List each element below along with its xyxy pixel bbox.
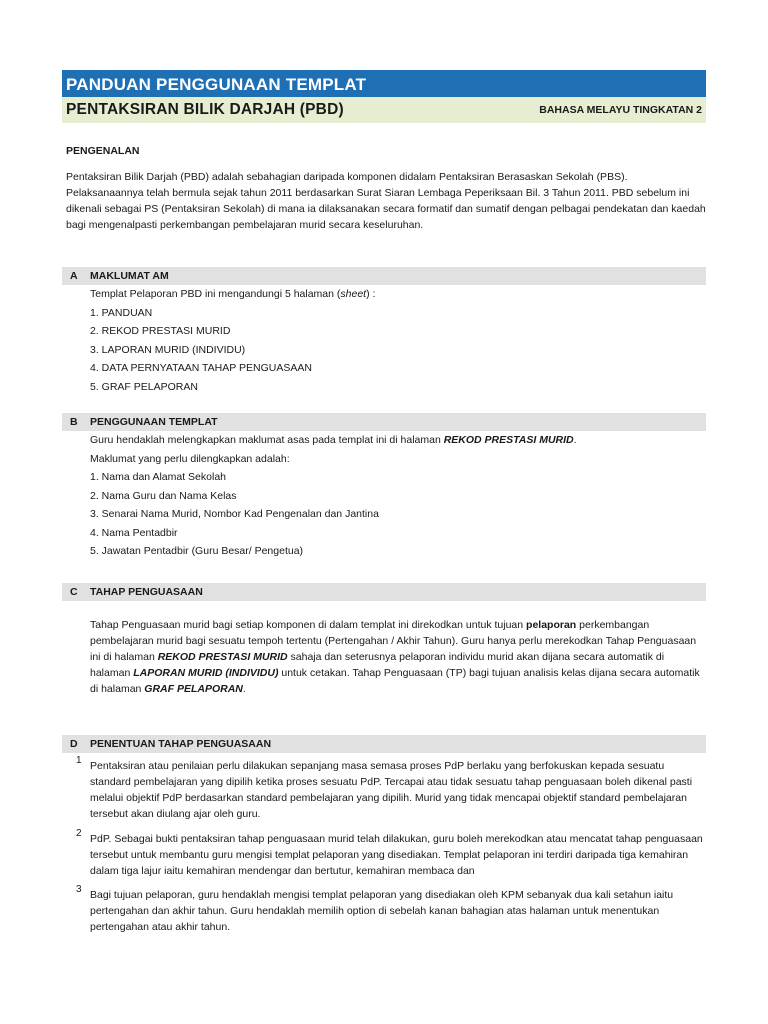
item-number: 1	[76, 755, 82, 766]
list-item: 2. REKOD PRESTASI MURID	[90, 325, 231, 337]
section-title: PENENTUAN TAHAP PENGUASAAN	[90, 738, 272, 750]
item-number: 3	[76, 884, 82, 895]
section-title: MAKLUMAT AM	[90, 270, 169, 282]
section-a-header	[62, 267, 706, 285]
section-title: TAHAP PENGUASAAN	[90, 586, 203, 598]
section-d-item	[76, 884, 706, 935]
page-title: PANDUAN PENGGUNAAN TEMPLAT	[62, 70, 706, 97]
section-d-item	[76, 828, 706, 879]
item-text: Bagi tujuan pelaporan, guru hendaklah mengisi templat pelaporan yang disediakan oleh KPM sebanyak dua kali setahun iaitu pertengahan dan akhir tahun. Guru hendaklah memilih option di sebelah kanan bahagian atas halaman untuk menentukan pertengahan atau akhir tahun.	[90, 889, 674, 933]
section-letter: A	[70, 270, 78, 282]
list-item: 4. DATA PERNYATAAN TAHAP PENGUASAAN	[90, 362, 312, 374]
pengenalan-heading: PENGENALAN	[66, 145, 140, 157]
subtitle-bar	[62, 97, 706, 123]
section-b-header	[62, 413, 706, 431]
list-item: 2. Nama Guru dan Nama Kelas	[90, 489, 237, 502]
section-b-list	[90, 431, 706, 561]
section-letter: B	[70, 416, 78, 428]
section-a-list	[90, 285, 706, 396]
section-d-header	[62, 735, 706, 753]
section-c-header	[62, 583, 706, 601]
list-item: 4. Nama Pentadbir	[90, 526, 178, 539]
section-title: PENGGUNAAN TEMPLAT	[90, 416, 218, 428]
section-letter: D	[70, 738, 78, 750]
item-text: Pentaksiran atau penilaian perlu dilakukan sepanjang masa semasa proses PdP berlaku yang berfokuskan kepada sesuatu standard pembelajaran yang dipilih ketika proses sesuatu PdP. Tercapai atau tidak sesuatu tahap penguasaan boleh dikenal pasti melalui objektif PdP berdasarkan standard pembelajaran yang dipilih. Murid yang tidak mencapai objektif standard pembelajaran tersebut akan diulang ajar oleh guru.	[90, 760, 693, 820]
list-item: 3. LAPORAN MURID (INDIVIDU)	[90, 343, 246, 356]
item-text: PdP. Sebagai bukti pentaksiran tahap penguasaan murid telah dilakukan, guru boleh merekodkan atau mencatat tahap penguasaan tersebut untuk membantu guru mengisi templat pelaporan yang disediakan. Templat pelaporan ini terdiri daripada tiga kemahiran dalam tiga lajur iaitu kemahiran mendengar dan bertutur, kemahiran membaca dan	[90, 833, 703, 877]
item-number: 2	[76, 828, 82, 839]
clipped-line	[90, 883, 690, 886]
list-item: 1. Nama dan Alamat Sekolah	[90, 471, 226, 483]
section-c-body: Tahap Penguasaan murid bagi setiap komponen di dalam templat ini direkodkan untuk tujuan pelaporan perkembangan pembelajaran murid bagi sesuatu tempoh tertentu (Pertengahan / Akhir Tahun). Guru hanya perlu merekodkan Tahap Penguasaan ini di halaman REKOD PRESTASI MURID sahaja dan seterusnya pelaporan individu murid akan dijana secara automatik di halaman LAPORAN MURID (INDIVIDU) untuk cetakan. Tahap Penguasaan (TP) bagi tujuan analisis kelas dijana secara automatik di halaman GRAF PELAPORAN.	[90, 619, 700, 695]
list-item: 3. Senarai Nama Murid, Nombor Kad Pengenalan dan Jantina	[90, 508, 379, 520]
pengenalan-body: Pentaksiran Bilik Darjah (PBD) adalah sebahagian daripada komponen didalam Pentaksiran Berasaskan Sekolah (PBS). Pelaksanaannya telah bermula sejak tahun 2011 berdasarkan Surat Siaran Lembaga Peperiksaan Bil. 3 Tahun 2011. PBD sebelum ini dikenali sebagai PS (Pentaksiran Sekolah) di mana ia dilaksanakan secara formatif dan sumatif dengan pelbagai pendekatan dan kaedah bagi mengenalpasti perkembangan pembelajaran murid secara keseluruhan.	[66, 171, 706, 231]
section-letter: C	[70, 586, 78, 598]
list-item: 1. PANDUAN	[90, 306, 153, 319]
list-item: 5. Jawatan Pentadbir (Guru Besar/ Pengetua)	[90, 545, 304, 557]
section-b-line1: Guru hendaklah melengkapkan maklumat asas pada templat ini di halaman REKOD PRESTASI MURID.	[90, 434, 577, 446]
subject-label: BAHASA MELAYU TINGKATAN 2	[539, 104, 702, 116]
list-item: 5. GRAF PELAPORAN	[90, 380, 198, 393]
section-a-intro: Templat Pelaporan PBD ini mengandungi 5 halaman (sheet) :	[90, 288, 376, 300]
section-b-line2: Maklumat yang perlu dilengkapkan adalah:	[90, 452, 290, 465]
page-subtitle: PENTAKSIRAN BILIK DARJAH (PBD)	[66, 101, 344, 118]
clipped-line	[90, 826, 690, 829]
section-d-item	[76, 755, 706, 822]
